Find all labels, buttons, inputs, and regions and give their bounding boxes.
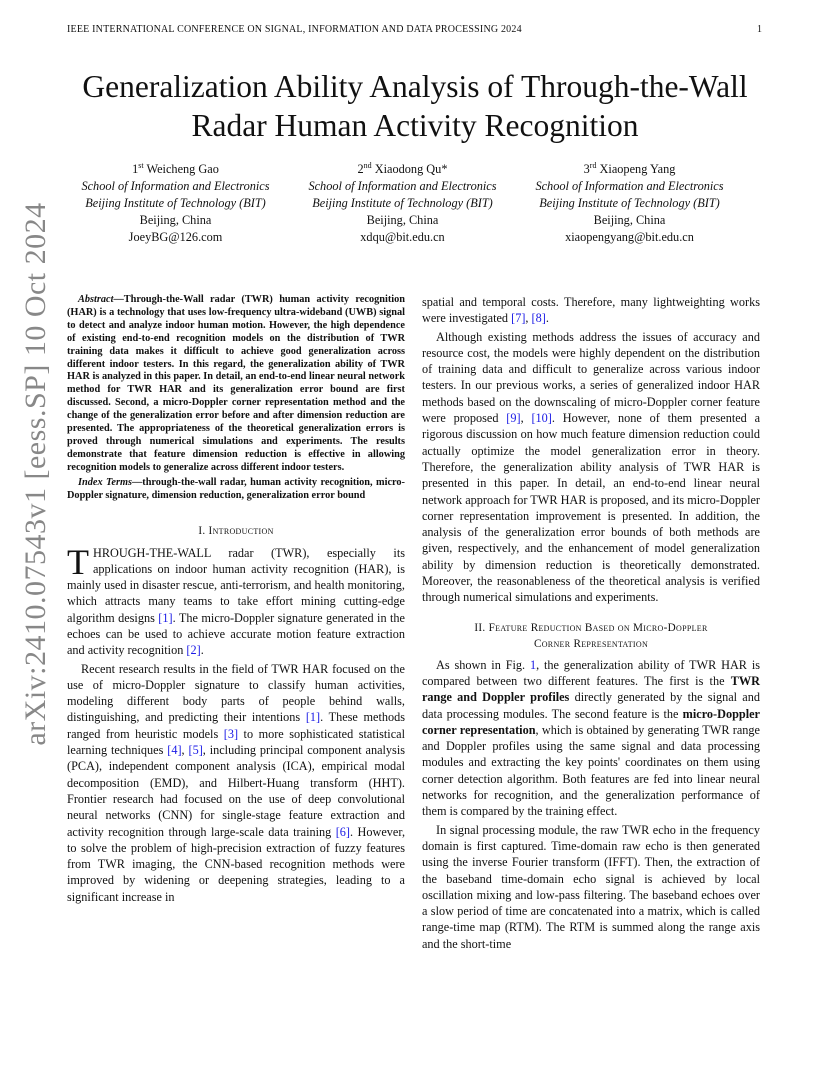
arxiv-watermark[interactable]: arXiv:2410.07543v1 [eess.SP] 10 Oct 2024 xyxy=(19,202,52,746)
author-institute: Beijing Institute of Technology (BIT) xyxy=(539,196,720,210)
author-email[interactable]: xiaopengyang@bit.edu.cn xyxy=(565,230,694,244)
paper-title xyxy=(40,67,790,145)
author-institute: Beijing Institute of Technology (BIT) xyxy=(85,196,266,210)
author-name: 2nd Xiaodong Qu* xyxy=(357,160,448,176)
abstract xyxy=(67,294,405,475)
title-line-1: Generalization Ability Analysis of Through-the-Wall xyxy=(82,69,748,104)
abstract-label: Abstract xyxy=(78,294,114,305)
author-name: 3rd Xiaopeng Yang xyxy=(583,160,676,176)
author-city: Beijing, China xyxy=(593,213,666,227)
author-school: School of Information and Electronics xyxy=(308,179,497,193)
author-institute: Beijing Institute of Technology (BIT) xyxy=(312,196,493,210)
author-block xyxy=(62,161,762,246)
abstract-text: —Through-the-Wall radar (TWR) human activity recognition (HAR) is a technology that uses low-frequency ultra-wideband (UWB) signal to detect and analyze indoor human motion. However, the high dependence of existing end-to-end recognition models on the distribution of TWR training data makes it difficult to achieve good generalization across different indoor testers. In this regard, the generalization ability of TWR HAR is analyzed in this paper. In detail, an end-to-end linear neural network method for TWR HAR and its generalization error bound are first discussed. Second, a micro-Doppler corner representation method and the change of the generalization error before and after dimension reduction are presented. The appropriateness of the theoretical generalization errors is proved through numerical simulations and experiments. The results demonstrate that feature dimension reduction is effective in allowing recognition models to generalize across different indoor testers. xyxy=(67,294,405,473)
index-terms xyxy=(67,477,405,503)
author-city: Beijing, China xyxy=(366,213,439,227)
section2-paragraph-1: As shown in Fig. 1, the generalization ability of TWR HAR is compared between two different features. The first is the TWR range and Doppler profiles directly generated by the signal and data processing modules. The second feature is the micro-Doppler corner representation, which is obtained by generating TWR range and Doppler profiles using the same signal and data processing modules and extracting the key points' coordinates on them using corner detection algorithm. Both features are fed into linear neural networks for recognition, and the generalization performance of them is compared by the training effect. xyxy=(422,657,760,819)
index-terms-text: —through-the-wall radar, human activity recognition, micro-Doppler signature, dimension reduction, generalization error bound xyxy=(67,476,405,501)
author-school: School of Information and Electronics xyxy=(535,179,724,193)
running-header: IEEE INTERNATIONAL CONFERENCE ON SIGNAL, INFORMATION AND DATA PROCESSING 2024 xyxy=(67,24,522,35)
section-heading-feature-reduction: II. Feature Reduction Based on Micro-Doppler Corner Representation xyxy=(474,621,708,650)
section2-paragraph-2: In signal processing module, the raw TWR echo in the frequency domain is first captured. Time-domain raw echo is then generated using the inverse Fourier transform (IFFT). Then, the extraction of the baseband time-domain echo signal is achieved by local oscillation mixing and low-pass filtering. The baseband echoes over a slow period of time are concatenated into a matrix, which is called range-time map (RTM). The RTM is summed along the range axis and the short-time xyxy=(422,822,760,951)
citation-link[interactable]: [2] xyxy=(186,643,201,658)
citation-link[interactable]: [5] xyxy=(188,743,203,758)
citation-link[interactable]: [4] xyxy=(167,743,182,758)
intro-paragraph-3: Although existing methods address the issues of accuracy and resource cost, the models were highly dependent on the distribution of training data and difficult to generalize across various indoor testers. In our previous works, a series of generalized indoor HAR methods based on the downscaling of micro-Doppler corner feature were proposed [9], [10]. However, none of them presented a rigorous discussion on how much feature dimension reduction could actually optimize the model generalization error in theory. Therefore, the generalization ability analysis of TWR HAR is presented in this paper. In detail, an end-to-end linear neural network approach for TWR HAR is proposed, and its micro-Doppler corner representation improvement is presented. In addition, the analysis of the generalization error bounds of both methods are given, respectively, and the enhancement of model generalization ability by dimension reduction is theoretically demonstrated. Moreover, the reasonableness of the theoretical analysis is verified through numerical simulations and experiments. xyxy=(422,329,761,605)
author-city: Beijing, China xyxy=(139,213,212,227)
figure-link[interactable]: 1 xyxy=(529,657,537,672)
section-heading-introduction: I. Introduction xyxy=(198,524,274,537)
author-email[interactable]: JoeyBG@126.com xyxy=(128,230,223,244)
intro-paragraph-2: Recent research results in the field of TWR HAR focused on the use of micro-Doppler signature to classify human activities, modeling different body parts of people behind walls, distinguishing, and predicting their intentions [1]. These methods ranged from heuristic models [3] to more sophisticated statistical learning techniques [4], [5], including principal component analysis (PCA), independent component analysis (ICA), empirical modal decomposition (EMD), and Hilbert-Huang transform (HHT). Frontier research had focused on the use of deep convolutional neural networks (CNN) for single-stage feature extraction and activity recognition through large-scale data training [6]. However, to solve the problem of high-precision extraction of fuzzy features from TWR imaging, the CNN-based recognition methods were improved by widening or deepening strategies, leading to a significant increase in xyxy=(67,661,406,904)
intro-paragraph-1: THROUGH-THE-WALL radar (TWR), especially its applications on indoor human activity recognition (HAR), is mainly used in disaster rescue, anti-terrorism, and health monitoring, which attracts many teams to take effort mining cutting-edge algorithm designs [1]. The micro-Doppler signature generated in the echoes can be used to achieve accurate motion feature extraction and activity recognition [2]. xyxy=(67,541,405,658)
author-2 xyxy=(286,161,519,246)
citation-link[interactable]: [9] xyxy=(506,411,521,426)
citation-link[interactable]: [8] xyxy=(531,311,546,326)
index-terms-label: Index Terms xyxy=(78,476,132,488)
citation-link[interactable]: [3] xyxy=(223,726,239,741)
title-line-2: Radar Human Activity Recognition xyxy=(191,108,639,143)
author-email[interactable]: xdqu@bit.edu.cn xyxy=(360,230,445,244)
page-number: 1 xyxy=(757,24,762,35)
right-column xyxy=(422,294,760,954)
drop-cap: T xyxy=(67,541,89,582)
author-school: School of Information and Electronics xyxy=(81,179,270,193)
continued-paragraph: spatial and temporal costs. Therefore, many lightweighting works were investigated [7], [8]. xyxy=(422,295,760,326)
citation-link[interactable]: [1] xyxy=(305,710,321,725)
citation-link[interactable]: [10] xyxy=(531,411,552,426)
author-1 xyxy=(59,161,292,246)
author-3 xyxy=(513,161,746,246)
citation-link[interactable]: [7] xyxy=(511,311,526,326)
citation-link[interactable]: [6] xyxy=(335,824,351,839)
left-column xyxy=(67,294,405,907)
citation-link[interactable]: [1] xyxy=(158,610,173,625)
author-name: 1st Weicheng Gao xyxy=(132,160,219,176)
